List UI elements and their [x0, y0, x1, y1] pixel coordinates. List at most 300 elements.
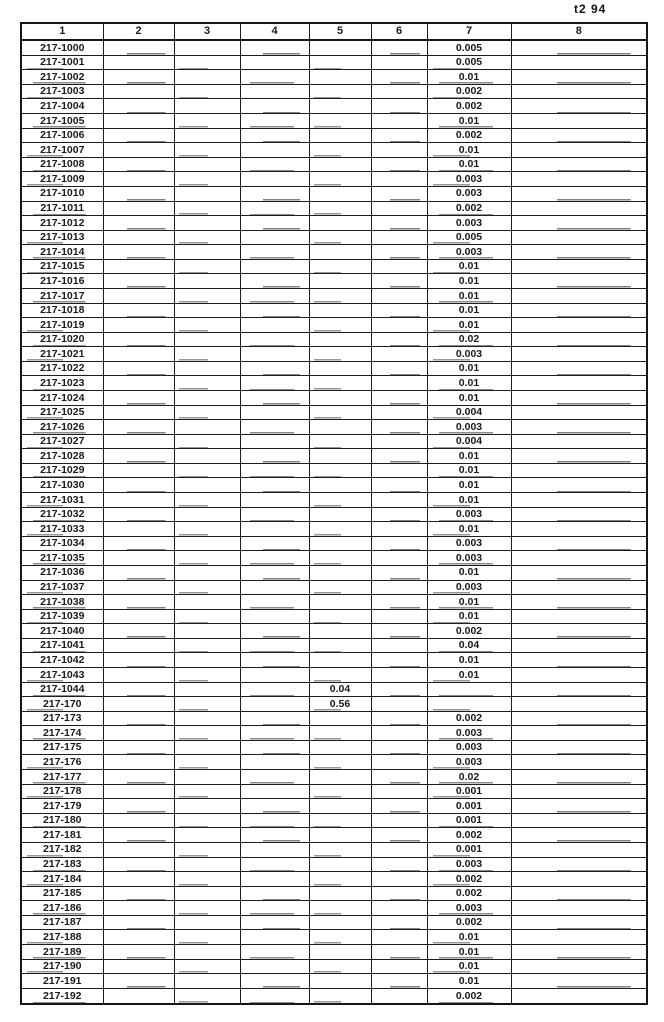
empty-cell	[371, 493, 427, 508]
column7-value-cell: 0.002	[427, 201, 511, 216]
sample-id-cell: 217-182	[21, 842, 103, 857]
table-row	[21, 274, 647, 289]
empty-cell	[174, 55, 240, 70]
empty-cell	[511, 697, 647, 712]
column7-value-cell: 0.01	[427, 930, 511, 945]
empty-cell	[511, 463, 647, 478]
empty-cell	[511, 201, 647, 216]
empty-cell	[240, 770, 309, 785]
empty-cell	[240, 740, 309, 755]
column5-value-cell	[309, 434, 371, 449]
empty-cell	[103, 595, 174, 610]
empty-cell	[174, 551, 240, 566]
empty-cell	[174, 609, 240, 624]
column5-value-cell	[309, 186, 371, 201]
empty-cell	[240, 157, 309, 172]
table-row	[21, 551, 647, 566]
column7-value-cell: 0.01	[427, 157, 511, 172]
table-row	[21, 784, 647, 799]
empty-cell	[511, 318, 647, 333]
empty-cell	[240, 697, 309, 712]
empty-cell	[511, 274, 647, 289]
column7-value-cell: 0.005	[427, 55, 511, 70]
empty-cell	[240, 259, 309, 274]
column7-value-cell: 0.003	[427, 507, 511, 522]
sample-id-cell: 217-1006	[21, 128, 103, 143]
empty-cell	[240, 784, 309, 799]
sample-id-cell: 217-1040	[21, 624, 103, 639]
column7-value-cell: 0.01	[427, 274, 511, 289]
empty-cell	[511, 595, 647, 610]
table-row	[21, 478, 647, 493]
column7-value-cell: 0.01	[427, 974, 511, 989]
empty-cell	[371, 230, 427, 245]
column5-value-cell	[309, 799, 371, 814]
empty-cell	[240, 638, 309, 653]
table-row	[21, 230, 647, 245]
table-row	[21, 114, 647, 129]
empty-cell	[511, 157, 647, 172]
empty-cell	[240, 595, 309, 610]
column5-value-cell	[309, 959, 371, 974]
empty-cell	[371, 551, 427, 566]
empty-cell	[511, 507, 647, 522]
empty-cell	[174, 872, 240, 887]
table-row	[21, 915, 647, 930]
sample-id-cell: 217-184	[21, 872, 103, 887]
sample-id-cell: 217-1030	[21, 478, 103, 493]
empty-cell	[371, 930, 427, 945]
empty-cell	[371, 799, 427, 814]
table-row	[21, 434, 647, 449]
column5-value-cell	[309, 201, 371, 216]
empty-cell	[511, 857, 647, 872]
empty-cell	[511, 361, 647, 376]
empty-cell	[103, 842, 174, 857]
empty-cell	[103, 157, 174, 172]
empty-cell	[103, 245, 174, 260]
empty-cell	[511, 172, 647, 187]
column5-value-cell	[309, 886, 371, 901]
empty-cell	[240, 303, 309, 318]
sample-id-cell: 217-188	[21, 930, 103, 945]
empty-cell	[103, 901, 174, 916]
sample-id-cell: 217-189	[21, 944, 103, 959]
empty-cell	[511, 55, 647, 70]
table-row	[21, 201, 647, 216]
sample-id-cell: 217-1000	[21, 40, 103, 55]
sample-id-cell: 217-1015	[21, 259, 103, 274]
sample-id-cell: 217-1025	[21, 405, 103, 420]
empty-cell	[240, 813, 309, 828]
column5-value-cell	[309, 842, 371, 857]
empty-cell	[240, 828, 309, 843]
empty-cell	[103, 99, 174, 114]
empty-cell	[371, 944, 427, 959]
empty-cell	[371, 959, 427, 974]
empty-cell	[240, 449, 309, 464]
empty-cell	[240, 682, 309, 697]
column7-value-cell: 0.01	[427, 449, 511, 464]
sample-id-cell: 217-1037	[21, 580, 103, 595]
empty-cell	[103, 915, 174, 930]
empty-cell	[103, 259, 174, 274]
column5-value-cell	[309, 609, 371, 624]
empty-cell	[103, 624, 174, 639]
sample-id-cell: 217-1024	[21, 391, 103, 406]
column5-value-cell	[309, 828, 371, 843]
column5-value-cell	[309, 420, 371, 435]
column5-value-cell	[309, 332, 371, 347]
column5-value-cell	[309, 449, 371, 464]
table-row	[21, 186, 647, 201]
empty-cell	[511, 609, 647, 624]
sample-id-cell: 217-191	[21, 974, 103, 989]
empty-cell	[371, 478, 427, 493]
empty-cell	[103, 653, 174, 668]
empty-cell	[174, 376, 240, 391]
empty-cell	[174, 332, 240, 347]
empty-cell	[103, 201, 174, 216]
column7-value-cell: 0.01	[427, 493, 511, 508]
column-header-8: 8	[511, 23, 647, 40]
column7-value-cell: 0.003	[427, 901, 511, 916]
empty-cell	[511, 259, 647, 274]
empty-cell	[103, 828, 174, 843]
empty-cell	[103, 274, 174, 289]
empty-cell	[371, 915, 427, 930]
empty-cell	[240, 755, 309, 770]
column5-value-cell	[309, 70, 371, 85]
empty-cell	[174, 230, 240, 245]
table-row	[21, 580, 647, 595]
column7-value-cell: 0.01	[427, 595, 511, 610]
table-row	[21, 493, 647, 508]
table-row	[21, 420, 647, 435]
empty-cell	[174, 638, 240, 653]
column7-value-cell: 0.002	[427, 828, 511, 843]
column7-value-cell: 0.003	[427, 726, 511, 741]
empty-cell	[103, 128, 174, 143]
page-corner-label: t2 94	[574, 2, 607, 16]
empty-cell	[103, 478, 174, 493]
column7-value-cell: 0.01	[427, 391, 511, 406]
sample-id-cell: 217-180	[21, 813, 103, 828]
column7-value-cell: 0.01	[427, 318, 511, 333]
empty-cell	[511, 944, 647, 959]
empty-cell	[174, 405, 240, 420]
empty-cell	[511, 901, 647, 916]
empty-cell	[240, 347, 309, 362]
column7-value-cell: 0.01	[427, 463, 511, 478]
empty-cell	[174, 770, 240, 785]
empty-cell	[240, 536, 309, 551]
table-row	[21, 638, 647, 653]
empty-cell	[174, 259, 240, 274]
empty-cell	[103, 697, 174, 712]
empty-cell	[511, 128, 647, 143]
empty-cell	[240, 726, 309, 741]
empty-cell	[174, 624, 240, 639]
sample-id-cell: 217-1004	[21, 99, 103, 114]
empty-cell	[371, 361, 427, 376]
table-row	[21, 449, 647, 464]
empty-cell	[174, 40, 240, 55]
table-row	[21, 391, 647, 406]
table-row	[21, 84, 647, 99]
empty-cell	[371, 128, 427, 143]
column5-value-cell	[309, 784, 371, 799]
empty-cell	[174, 84, 240, 99]
empty-cell	[174, 288, 240, 303]
empty-cell	[511, 668, 647, 683]
column7-value-cell: 0.001	[427, 799, 511, 814]
column5-value-cell	[309, 653, 371, 668]
empty-cell	[371, 99, 427, 114]
sample-id-cell: 217-1038	[21, 595, 103, 610]
column-header-2: 2	[103, 23, 174, 40]
sample-id-cell: 217-174	[21, 726, 103, 741]
sample-id-cell: 217-1013	[21, 230, 103, 245]
empty-cell	[174, 711, 240, 726]
empty-cell	[240, 84, 309, 99]
empty-cell	[103, 40, 174, 55]
empty-cell	[511, 376, 647, 391]
empty-cell	[103, 872, 174, 887]
column5-value-cell	[309, 347, 371, 362]
empty-cell	[174, 857, 240, 872]
empty-cell	[511, 624, 647, 639]
column5-value-cell	[309, 974, 371, 989]
column5-value-cell	[309, 915, 371, 930]
column5-value-cell	[309, 595, 371, 610]
column5-value-cell	[309, 274, 371, 289]
empty-cell	[174, 143, 240, 158]
empty-cell	[174, 216, 240, 231]
column7-value-cell: 0.003	[427, 420, 511, 435]
empty-cell	[240, 376, 309, 391]
column5-value-cell	[309, 172, 371, 187]
empty-cell	[103, 668, 174, 683]
column7-value-cell: 0.003	[427, 580, 511, 595]
table-row	[21, 70, 647, 85]
empty-cell	[174, 303, 240, 318]
empty-cell	[371, 740, 427, 755]
empty-cell	[240, 288, 309, 303]
sample-id-cell: 217-1028	[21, 449, 103, 464]
empty-cell	[371, 259, 427, 274]
column7-value-cell: 0.01	[427, 114, 511, 129]
empty-cell	[371, 216, 427, 231]
empty-cell	[240, 201, 309, 216]
column5-value-cell	[309, 565, 371, 580]
empty-cell	[511, 245, 647, 260]
empty-cell	[103, 507, 174, 522]
empty-cell	[511, 653, 647, 668]
empty-cell	[103, 405, 174, 420]
column7-value-cell: 0.01	[427, 522, 511, 537]
empty-cell	[371, 347, 427, 362]
empty-cell	[511, 230, 647, 245]
sample-id-cell: 217-1007	[21, 143, 103, 158]
empty-cell	[103, 114, 174, 129]
sample-id-cell: 217-1034	[21, 536, 103, 551]
empty-cell	[371, 274, 427, 289]
empty-cell	[174, 463, 240, 478]
table-row	[21, 857, 647, 872]
empty-cell	[511, 915, 647, 930]
empty-cell	[174, 70, 240, 85]
column5-value-cell	[309, 755, 371, 770]
empty-cell	[174, 784, 240, 799]
empty-cell	[103, 638, 174, 653]
empty-cell	[240, 318, 309, 333]
empty-cell	[174, 668, 240, 683]
empty-cell	[511, 565, 647, 580]
empty-cell	[511, 551, 647, 566]
empty-cell	[103, 55, 174, 70]
sample-id-cell: 217-1033	[21, 522, 103, 537]
column5-value-cell	[309, 303, 371, 318]
table-row	[21, 799, 647, 814]
empty-cell	[511, 478, 647, 493]
table-row	[21, 172, 647, 187]
table-row	[21, 245, 647, 260]
table-row	[21, 988, 647, 1004]
empty-cell	[371, 449, 427, 464]
empty-cell	[174, 361, 240, 376]
column5-value-cell	[309, 230, 371, 245]
empty-cell	[511, 784, 647, 799]
column5-value-cell: 0.04	[309, 682, 371, 697]
table-row	[21, 755, 647, 770]
column5-value-cell	[309, 522, 371, 537]
table-row	[21, 872, 647, 887]
empty-cell	[240, 551, 309, 566]
sample-id-cell: 217-181	[21, 828, 103, 843]
empty-cell	[174, 493, 240, 508]
sample-id-cell: 217-179	[21, 799, 103, 814]
empty-cell	[371, 595, 427, 610]
empty-cell	[511, 405, 647, 420]
table-row	[21, 216, 647, 231]
column5-value-cell	[309, 493, 371, 508]
empty-cell	[240, 609, 309, 624]
empty-cell	[174, 828, 240, 843]
sample-id-cell: 217-1032	[21, 507, 103, 522]
empty-cell	[103, 288, 174, 303]
empty-cell	[511, 114, 647, 129]
empty-cell	[240, 930, 309, 945]
empty-cell	[240, 434, 309, 449]
column5-value-cell	[309, 143, 371, 158]
empty-cell	[511, 347, 647, 362]
empty-cell	[174, 595, 240, 610]
sample-id-cell: 217-1009	[21, 172, 103, 187]
empty-cell	[511, 536, 647, 551]
sample-id-cell: 217-1001	[21, 55, 103, 70]
empty-cell	[240, 245, 309, 260]
empty-cell	[103, 318, 174, 333]
empty-cell	[511, 711, 647, 726]
empty-cell	[240, 361, 309, 376]
empty-cell	[240, 959, 309, 974]
empty-cell	[511, 216, 647, 231]
sample-id-cell: 217-1041	[21, 638, 103, 653]
empty-cell	[371, 857, 427, 872]
empty-cell	[174, 434, 240, 449]
empty-cell	[174, 245, 240, 260]
empty-cell	[103, 857, 174, 872]
empty-cell	[371, 522, 427, 537]
table-row	[21, 99, 647, 114]
sample-id-cell: 217-1016	[21, 274, 103, 289]
empty-cell	[103, 609, 174, 624]
empty-cell	[174, 449, 240, 464]
table-row	[21, 157, 647, 172]
column7-value-cell: 0.01	[427, 303, 511, 318]
empty-cell	[371, 565, 427, 580]
column7-value-cell: 0.01	[427, 361, 511, 376]
column7-value-cell: 0.002	[427, 99, 511, 114]
sample-id-cell: 217-1042	[21, 653, 103, 668]
empty-cell	[240, 230, 309, 245]
column7-value-cell	[427, 697, 511, 712]
empty-cell	[103, 332, 174, 347]
empty-cell	[174, 420, 240, 435]
table-row	[21, 55, 647, 70]
empty-cell	[511, 740, 647, 755]
empty-cell	[174, 944, 240, 959]
column7-value-cell: 0.004	[427, 434, 511, 449]
empty-cell	[240, 711, 309, 726]
sample-id-cell: 217-187	[21, 915, 103, 930]
column-header-3: 3	[174, 23, 240, 40]
column5-value-cell	[309, 84, 371, 99]
column7-value-cell: 0.01	[427, 70, 511, 85]
empty-cell	[240, 420, 309, 435]
empty-cell	[103, 361, 174, 376]
empty-cell	[174, 522, 240, 537]
empty-cell	[371, 245, 427, 260]
column5-value-cell	[309, 114, 371, 129]
sample-id-cell: 217-1043	[21, 668, 103, 683]
empty-cell	[371, 157, 427, 172]
empty-cell	[174, 740, 240, 755]
column7-value-cell: 0.003	[427, 186, 511, 201]
sample-id-cell: 217-1026	[21, 420, 103, 435]
empty-cell	[103, 230, 174, 245]
table-row	[21, 332, 647, 347]
empty-cell	[240, 624, 309, 639]
column7-value-cell: 0.004	[427, 405, 511, 420]
empty-cell	[511, 682, 647, 697]
sample-id-cell: 217-1020	[21, 332, 103, 347]
column7-value-cell: 0.002	[427, 872, 511, 887]
column5-value-cell	[309, 157, 371, 172]
column7-value-cell: 0.01	[427, 376, 511, 391]
column5-value-cell	[309, 638, 371, 653]
empty-cell	[511, 391, 647, 406]
empty-cell	[511, 988, 647, 1004]
sample-id-cell: 217-1027	[21, 434, 103, 449]
empty-cell	[240, 55, 309, 70]
empty-cell	[240, 143, 309, 158]
empty-cell	[371, 668, 427, 683]
empty-cell	[511, 522, 647, 537]
column5-value-cell	[309, 55, 371, 70]
column7-value-cell: 0.002	[427, 624, 511, 639]
